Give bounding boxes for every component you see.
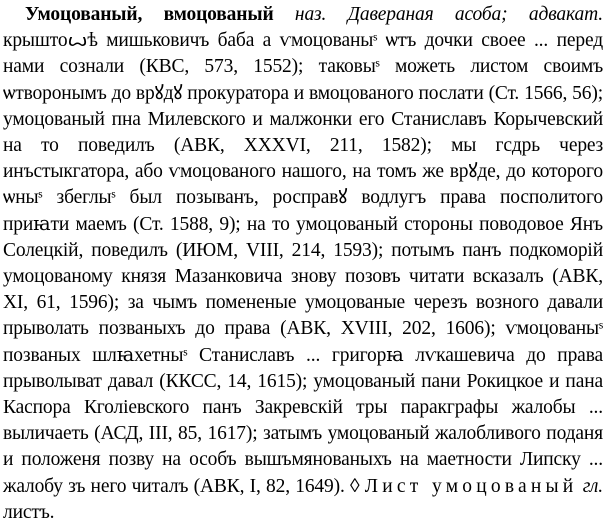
- crossref-marker: ◊: [349, 475, 360, 497]
- definition: Даверaная асоба; адвакат.: [347, 4, 603, 25]
- citations-text: крыштоꙍѣ мишьковичъ баба а ѵмоцованыˢ ѡтъ дочки своее ... перед нами сознали (КВС, 573, 1552); таковыˢ можеть листом своимъ ѡтворонымъ до врꙋдꙋ прокуратора и вмоцованого послати (Ст. 1566, 56); умоцованый пна Милевского и малжонки его Станиславъ Корычевский на то поведилъ (АВК, XXXVI, 211, 1582); мы гсдрь черeз инъстыкгатора, або ѵмоцованого нашого, на томъ же врꙋде, до которого ѡныˢ збеглыˢ был позыванъ, росправꙋ водлугъ права посполитого приꙗти маемъ (Ст. 1588, 9); на то умоцованый стороны поводовое Янъ Солецкій, поведилъ (ИЮМ, VIII, 214, 1593); потымъ панъ подкоморій умоцованому князя Мазанковича знову позовъ читати всказалъ (АВК, XI, 61, 1596); за чымъ помененые умоцованые черезъ возного давали прыволать позваныхъ до права (АВК, XVIII, 202, 1606); ѵмоцованыˢ позваных шлꙗхетныˢ Станиславъ ... григорꙗ лѵкашевича до права прыволыват давал (ККСС, 14, 1615); умоцованый пани Рокицкое и пана Каспора Кголіевского панъ Закревскій тры паракграфы жалобы ... выличаеть (АСД, III, 85, 1617); затымъ умоцованый жалобливого поданя и положеня позву на особъ вышъмянованыхъ на маетности Липску ... жалобу зъ него читалъ (АВК, I, 82, 1649).: [3, 30, 603, 497]
- dictionary-entry: [3, 2, 603, 526]
- headword: Умоцованый, вмоцованый: [25, 4, 274, 25]
- grammar-label: наз.: [294, 4, 327, 25]
- crossref-target: листъ.: [3, 501, 55, 523]
- crossref-phrase: Лист умоцованый: [364, 475, 578, 497]
- crossref-label: гл.: [582, 475, 603, 497]
